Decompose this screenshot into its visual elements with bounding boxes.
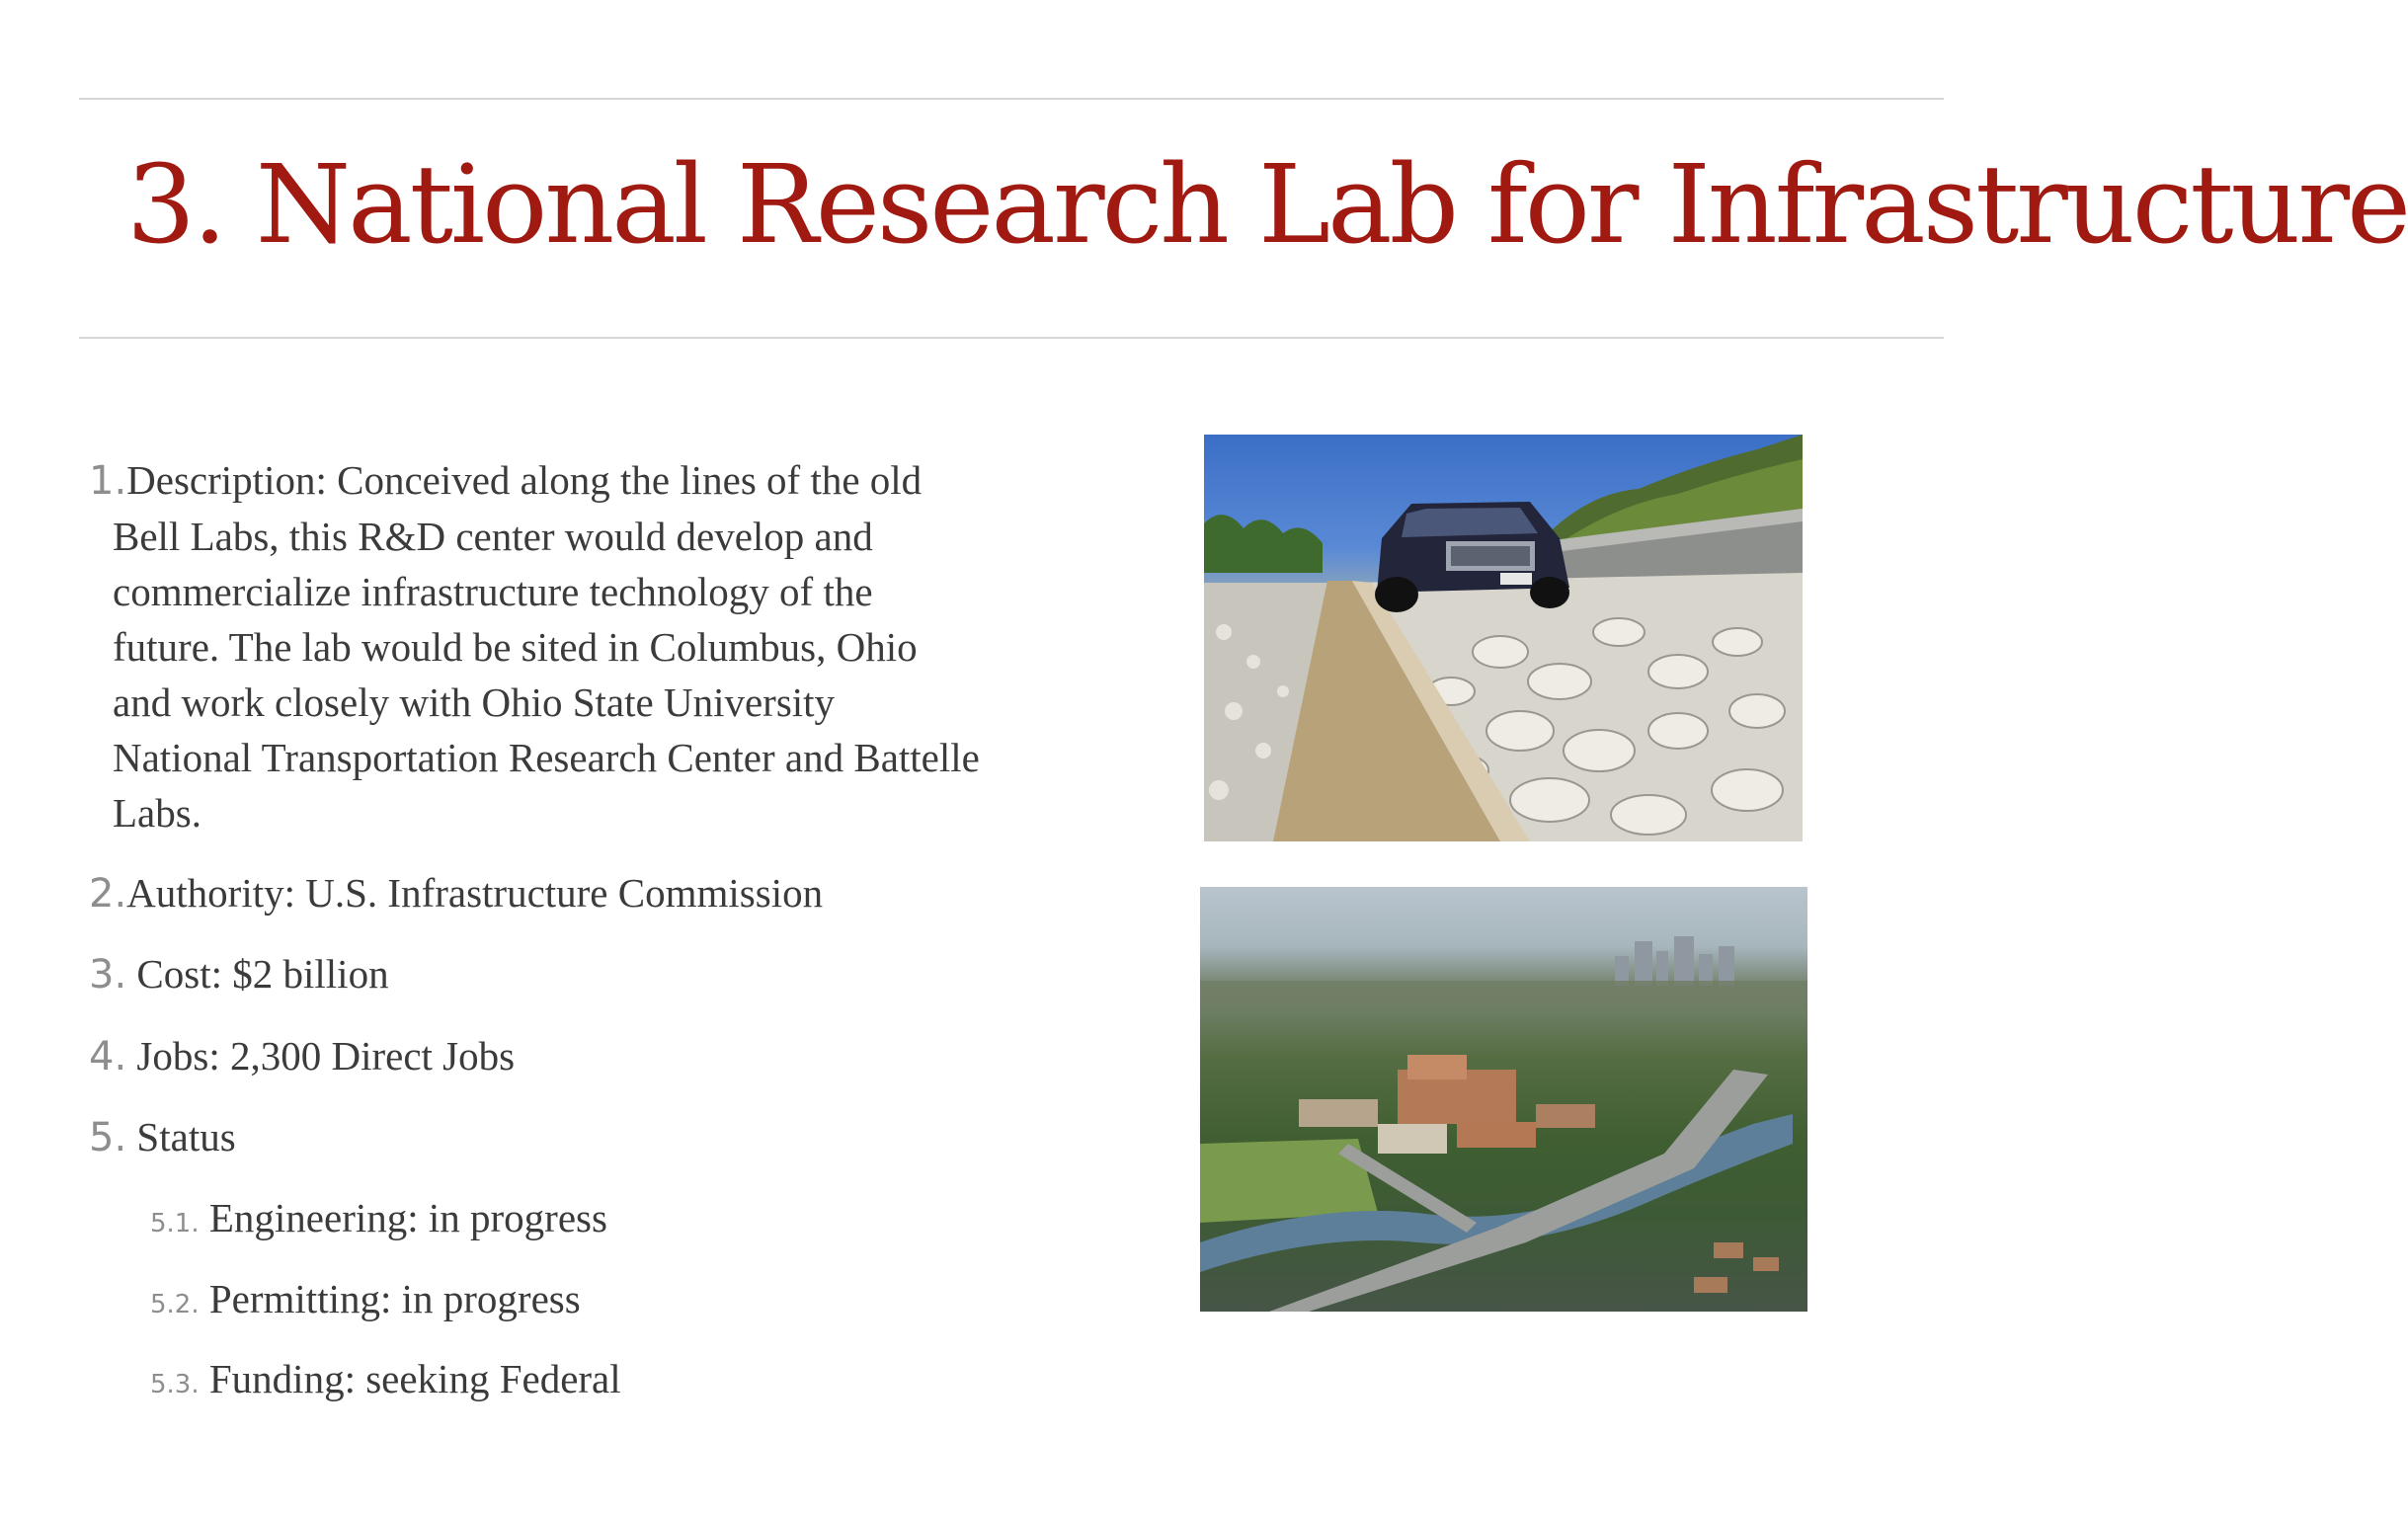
sublist-number: 5.2. — [150, 1290, 200, 1319]
list-item-cost — [89, 946, 389, 1002]
list-number: 1. — [89, 458, 127, 504]
list-number: 3. — [89, 952, 127, 998]
funding-text: Funding: seeking Federal — [199, 1356, 621, 1401]
list-item-jobs — [89, 1028, 515, 1084]
subitem-engineering — [150, 1190, 607, 1251]
slide-title: 3. National Research Lab for Infrastructure — [126, 141, 2408, 268]
jobs-text: Jobs: 2,300 Direct Jobs — [126, 1033, 516, 1078]
sublist-number: 5.1. — [150, 1209, 200, 1238]
list-item-status — [89, 1109, 236, 1165]
permitting-text: Permitting: in progress — [199, 1276, 581, 1321]
list-number: 4. — [89, 1034, 127, 1079]
list-item-authority — [89, 865, 823, 921]
subitem-funding — [150, 1351, 621, 1412]
engineering-text: Engineering: in progress — [199, 1195, 607, 1240]
subitem-permitting — [150, 1271, 581, 1332]
bottom-divider — [79, 337, 1944, 339]
sublist-number: 5.3. — [150, 1370, 200, 1399]
photo-suv-test-track — [1204, 435, 1803, 841]
list-number: 5. — [89, 1115, 127, 1160]
photo-aerial-campus — [1200, 887, 1807, 1312]
authority-text: Authority: U.S. Infrastructure Commission — [126, 870, 824, 916]
aerial-campus-illustration — [1200, 887, 1807, 1312]
description-text: Description: Conceived along the lines of the old Bell Labs, this R&D center would develop and commercialize infrastructure technology of the future. The lab would be sited in Columbus, Ohio and work closely with Ohio State University National Transportation Research Center and Battelle Labs. — [113, 457, 980, 836]
status-text: Status — [126, 1114, 236, 1159]
list-number: 2. — [89, 871, 127, 917]
suv-test-track-illustration — [1204, 435, 1803, 841]
cost-text: Cost: $2 billion — [126, 951, 389, 997]
top-divider — [79, 98, 1944, 100]
list-item-description — [89, 452, 982, 840]
